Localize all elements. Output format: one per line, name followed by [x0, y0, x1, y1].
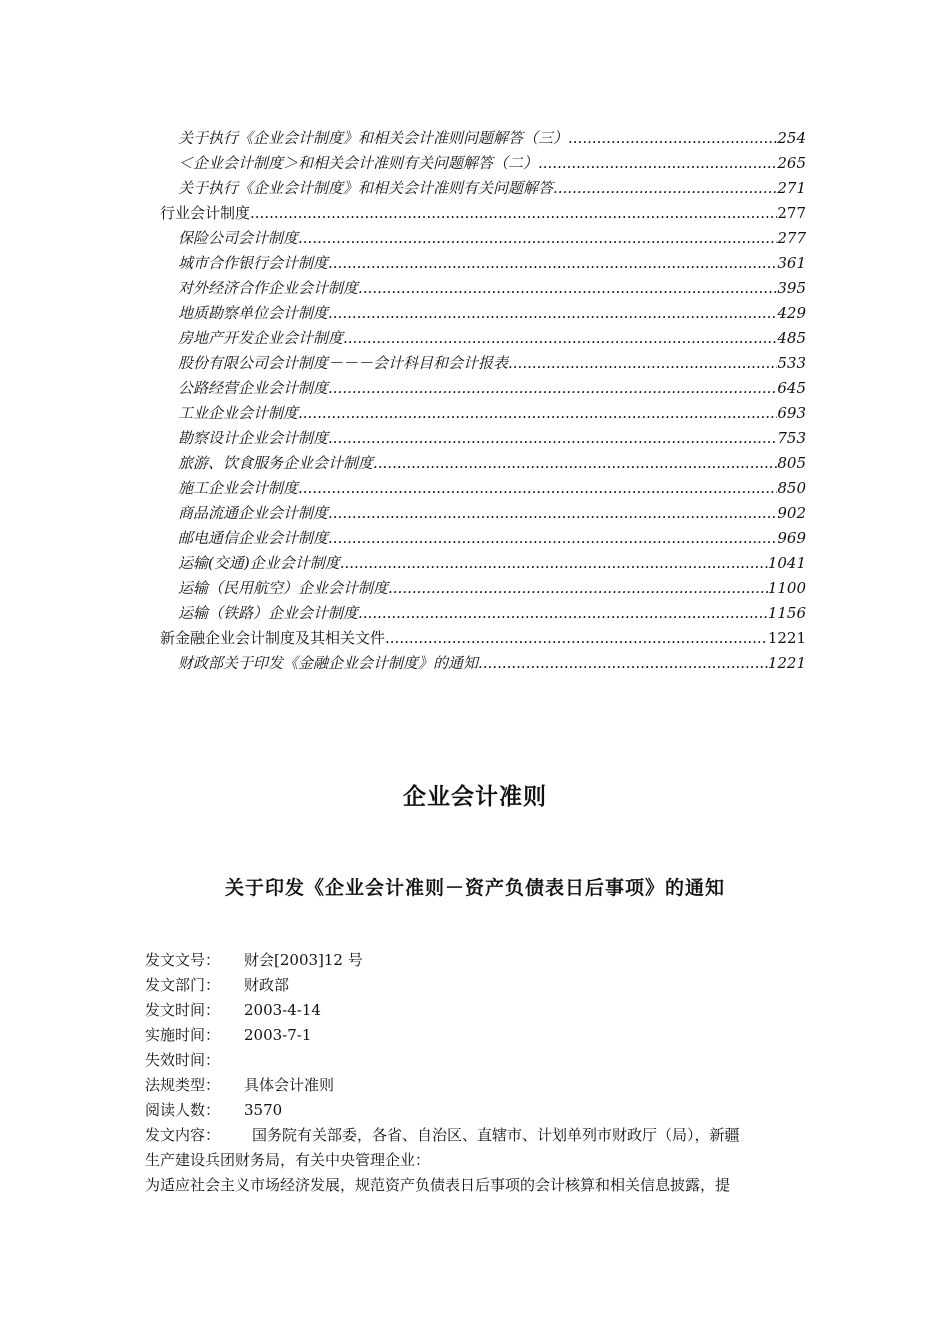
content-line-1: 国务院有关部委，各省、自治区、直辖市、计划单列市财政厅（局），新疆 [252, 1126, 740, 1144]
toc-leader-dots [508, 351, 777, 376]
toc-entry[interactable] [160, 626, 806, 651]
toc-entry-title: 运输（民用航空）企业会计制度 [178, 579, 389, 597]
toc-entry-title: 邮电通信企业会计制度 [178, 529, 329, 547]
toc-entry-title: 地质勘察单位会计制度 [178, 304, 329, 322]
metadata-value: 具体会计准则 [244, 1076, 335, 1094]
content-line-3: 为适应社会主义市场经济发展，规范资产负债表日后事项的会计核算和相关信息披露，提 [145, 1176, 731, 1194]
toc-leader-dots [538, 151, 777, 176]
toc-entry[interactable] [160, 301, 806, 326]
toc-entry[interactable] [160, 126, 806, 151]
toc-leader-dots [478, 651, 768, 676]
metadata-value: 财政部 [244, 976, 290, 994]
toc-leader-dots [388, 576, 768, 601]
metadata-row [145, 1073, 807, 1098]
metadata-key: 发文时间： [145, 1001, 221, 1019]
toc-entry-title: 关于执行《企业会计制度》和相关会计准则问题解答（三） [178, 129, 569, 147]
toc-entry-title: 城市合作银行会计制度 [178, 254, 329, 272]
toc-entry-title: 股份有限公司会计制度－－－会计科目和会计报表 [178, 354, 509, 372]
toc-entry[interactable] [160, 351, 806, 376]
toc-entry-page: 753 [777, 429, 806, 447]
toc-entry-page: 1221 [767, 654, 806, 672]
toc-entry-title: 商品流通企业会计制度 [178, 504, 329, 522]
toc-entry[interactable] [160, 176, 806, 201]
toc-entry-title: 房地产开发企业会计制度 [178, 329, 344, 347]
toc-leader-dots [340, 551, 768, 576]
toc-leader-dots [328, 526, 777, 551]
metadata-key: 阅读人数： [145, 1101, 221, 1119]
toc-entry[interactable] [160, 526, 806, 551]
toc-leader-dots [298, 226, 777, 251]
content-line-2: 生产建设兵团财务局，有关中央管理企业： [145, 1151, 431, 1169]
toc-leader-dots [385, 626, 768, 651]
toc-entry-title: 公路经营企业会计制度 [178, 379, 329, 397]
toc-entry[interactable] [160, 201, 806, 226]
toc-entry-title: 新金融企业会计制度及其相关文件 [160, 629, 386, 647]
toc-entry-title: ＜企业会计制度＞和相关会计准则有关问题解答（二） [178, 154, 539, 172]
toc-leader-dots [358, 276, 777, 301]
metadata-value [244, 1048, 807, 1073]
metadata-key: 发文文号： [145, 951, 221, 969]
toc-entry-page: 271 [777, 179, 806, 197]
toc-entry-page: 1100 [767, 579, 806, 597]
table-of-contents [160, 126, 806, 676]
metadata-row [145, 1098, 807, 1123]
toc-entry-page: 265 [777, 154, 806, 172]
toc-leader-dots [298, 476, 777, 501]
metadata-key: 失效时间： [145, 1051, 221, 1069]
toc-entry[interactable] [160, 476, 806, 501]
toc-entry-title: 关于执行《企业会计制度》和相关会计准则有关问题解答 [178, 179, 554, 197]
toc-leader-dots [358, 601, 768, 626]
toc-entry[interactable] [160, 151, 806, 176]
toc-entry[interactable] [160, 451, 806, 476]
toc-entry-title: 旅游、饮食服务企业会计制度 [178, 454, 374, 472]
toc-entry[interactable] [160, 576, 806, 601]
toc-entry-title: 运输(交通)企业会计制度 [178, 554, 340, 572]
toc-entry-page: 277 [777, 204, 806, 222]
content-label: 发文内容： [145, 1126, 221, 1144]
toc-leader-dots [328, 301, 777, 326]
toc-entry[interactable] [160, 376, 806, 401]
toc-entry[interactable] [160, 326, 806, 351]
toc-leader-dots [553, 176, 777, 201]
toc-entry-page: 395 [777, 279, 806, 297]
content-row [145, 1123, 807, 1148]
metadata-value: 财会[2003]12 号 [244, 951, 363, 969]
toc-entry-page: 1156 [767, 604, 806, 622]
toc-entry[interactable] [160, 251, 806, 276]
toc-entry-page: 361 [777, 254, 806, 272]
toc-entry[interactable] [160, 601, 806, 626]
toc-entry-page: 902 [777, 504, 806, 522]
toc-entry[interactable] [160, 426, 806, 451]
toc-entry-page: 533 [777, 354, 806, 372]
section-heading: 企业会计准则 [403, 784, 547, 810]
toc-entry-page: 254 [777, 129, 806, 147]
toc-leader-dots [568, 126, 777, 151]
metadata-key: 法规类型： [145, 1076, 221, 1094]
metadata-value: 2003-4-14 [244, 1001, 321, 1019]
toc-entry-title: 勘察设计企业会计制度 [178, 429, 329, 447]
toc-entry-page: 850 [777, 479, 806, 497]
toc-entry-page: 1221 [767, 629, 806, 647]
toc-entry-page: 429 [777, 304, 806, 322]
toc-leader-dots [328, 251, 777, 276]
metadata-row [145, 1048, 807, 1073]
toc-entry[interactable] [160, 551, 806, 576]
toc-entry-page: 693 [777, 404, 806, 422]
metadata-key: 实施时间： [145, 1026, 221, 1044]
toc-entry-title: 施工企业会计制度 [178, 479, 299, 497]
toc-entry-page: 645 [777, 379, 806, 397]
notice-title: 关于印发《企业会计准则－资产负债表日后事项》的通知 [224, 877, 725, 899]
toc-entry-title: 行业会计制度 [160, 204, 251, 222]
metadata-value: 2003-7-1 [244, 1026, 312, 1044]
toc-entry-page: 277 [777, 229, 806, 247]
toc-entry-title: 保险公司会计制度 [178, 229, 299, 247]
toc-entry-page: 1041 [767, 554, 806, 572]
toc-entry[interactable] [160, 651, 806, 676]
toc-entry[interactable] [160, 401, 806, 426]
toc-entry[interactable] [160, 501, 806, 526]
toc-leader-dots [328, 426, 777, 451]
toc-entry[interactable] [160, 226, 806, 251]
toc-leader-dots [328, 501, 777, 526]
toc-entry-title: 运输（铁路）企业会计制度 [178, 604, 359, 622]
metadata-row [145, 948, 807, 973]
toc-leader-dots [373, 451, 777, 476]
toc-entry-title: 财政部关于印发《金融企业会计制度》的通知 [178, 654, 479, 672]
toc-entry-page: 969 [777, 529, 806, 547]
toc-leader-dots [328, 376, 777, 401]
toc-leader-dots [250, 201, 777, 226]
toc-entry-title: 对外经济合作企业会计制度 [178, 279, 359, 297]
metadata-value: 3570 [244, 1101, 283, 1119]
metadata-row [145, 1023, 807, 1048]
toc-leader-dots [298, 401, 777, 426]
toc-leader-dots [343, 326, 777, 351]
toc-entry[interactable] [160, 276, 806, 301]
document-metadata [145, 948, 807, 1198]
metadata-row [145, 998, 807, 1023]
metadata-row [145, 973, 807, 998]
toc-entry-page: 805 [777, 454, 806, 472]
toc-entry-page: 485 [777, 329, 806, 347]
metadata-key: 发文部门： [145, 976, 221, 994]
toc-entry-title: 工业企业会计制度 [178, 404, 299, 422]
